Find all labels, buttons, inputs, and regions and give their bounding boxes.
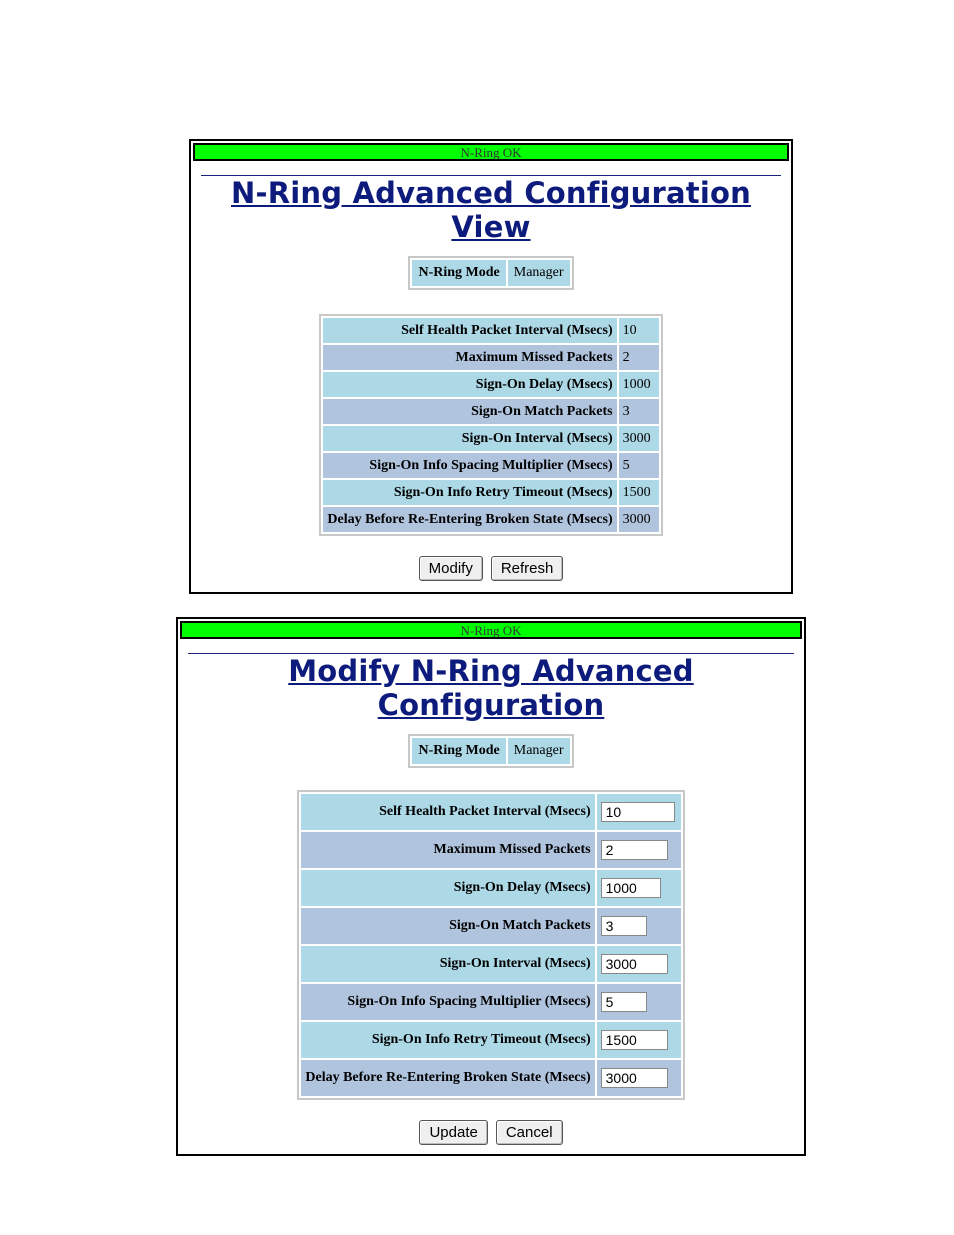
table-row — [301, 984, 680, 1020]
row-label: Sign-On Match Packets — [323, 399, 616, 424]
row-label: Sign-On Interval (Msecs) — [323, 426, 616, 451]
table-row — [323, 453, 658, 478]
max-missed-packets-input[interactable] — [601, 840, 668, 860]
info-spacing-multiplier-input[interactable] — [601, 992, 647, 1012]
row-label: Sign-On Info Spacing Multiplier (Msecs) — [323, 453, 616, 478]
row-label: Sign-On Info Spacing Multiplier (Msecs) — [301, 984, 594, 1020]
title-rule — [188, 653, 794, 722]
table-row — [323, 426, 658, 451]
row-label: Sign-On Delay (Msecs) — [301, 870, 594, 906]
row-label: Self Health Packet Interval (Msecs) — [323, 318, 616, 343]
cancel-button[interactable]: Cancel — [496, 1120, 563, 1145]
table-row — [323, 480, 658, 505]
row-input-cell — [597, 794, 681, 830]
row-input-cell — [597, 946, 681, 982]
table-row — [301, 1022, 680, 1058]
modify-button[interactable]: Modify — [419, 556, 483, 581]
self-health-interval-input[interactable] — [601, 802, 675, 822]
table-row — [301, 870, 680, 906]
mode-value: Manager — [508, 738, 570, 764]
mode-table — [408, 256, 573, 290]
modify-panel — [176, 617, 806, 1156]
mode-table — [408, 734, 573, 768]
update-button[interactable]: Update — [419, 1120, 487, 1145]
title-rule — [201, 175, 781, 244]
row-label: Sign-On Info Retry Timeout (Msecs) — [301, 1022, 594, 1058]
row-value: 3000 — [619, 426, 659, 451]
broken-state-delay-input[interactable] — [601, 1068, 668, 1088]
mode-value: Manager — [508, 260, 570, 286]
table-row — [301, 908, 680, 944]
row-input-cell — [597, 870, 681, 906]
table-row — [301, 946, 680, 982]
row-value: 3 — [619, 399, 659, 424]
table-row — [323, 345, 658, 370]
row-label: Delay Before Re-Entering Broken State (Msecs) — [301, 1060, 594, 1096]
row-input-cell — [597, 908, 681, 944]
sign-on-interval-input[interactable] — [601, 954, 668, 974]
row-label: Sign-On Interval (Msecs) — [301, 946, 594, 982]
status-bar: N-Ring OK — [193, 143, 789, 161]
row-label: Maximum Missed Packets — [301, 832, 594, 868]
row-value: 1000 — [619, 372, 659, 397]
info-retry-timeout-input[interactable] — [601, 1030, 668, 1050]
row-input-cell — [597, 984, 681, 1020]
button-row — [178, 1120, 804, 1145]
table-row — [301, 794, 680, 830]
status-bar: N-Ring OK — [180, 621, 802, 639]
sign-on-match-packets-input[interactable] — [601, 916, 647, 936]
row-value: 10 — [619, 318, 659, 343]
row-label: Self Health Packet Interval (Msecs) — [301, 794, 594, 830]
row-input-cell — [597, 1060, 681, 1096]
button-row — [191, 556, 791, 581]
row-value: 3000 — [619, 507, 659, 532]
row-input-cell — [597, 832, 681, 868]
config-table — [319, 314, 662, 536]
row-label: Maximum Missed Packets — [323, 345, 616, 370]
mode-label: N-Ring Mode — [412, 260, 505, 286]
page-title: Modify N-Ring Advanced Configuration — [288, 654, 694, 722]
sign-on-delay-input[interactable] — [601, 878, 661, 898]
page-title: N-Ring Advanced Configuration View — [231, 176, 751, 244]
refresh-button[interactable]: Refresh — [491, 556, 564, 581]
row-value: 2 — [619, 345, 659, 370]
table-row — [323, 318, 658, 343]
row-label: Sign-On Info Retry Timeout (Msecs) — [323, 480, 616, 505]
view-panel — [189, 139, 793, 594]
config-form-table — [297, 790, 684, 1100]
table-row — [323, 372, 658, 397]
row-label: Sign-On Delay (Msecs) — [323, 372, 616, 397]
table-row — [323, 399, 658, 424]
row-value: 1500 — [619, 480, 659, 505]
table-row — [301, 1060, 680, 1096]
row-input-cell — [597, 1022, 681, 1058]
row-label: Sign-On Match Packets — [301, 908, 594, 944]
row-value: 5 — [619, 453, 659, 478]
mode-label: N-Ring Mode — [412, 738, 505, 764]
row-label: Delay Before Re-Entering Broken State (Msecs) — [323, 507, 616, 532]
table-row — [323, 507, 658, 532]
table-row — [301, 832, 680, 868]
